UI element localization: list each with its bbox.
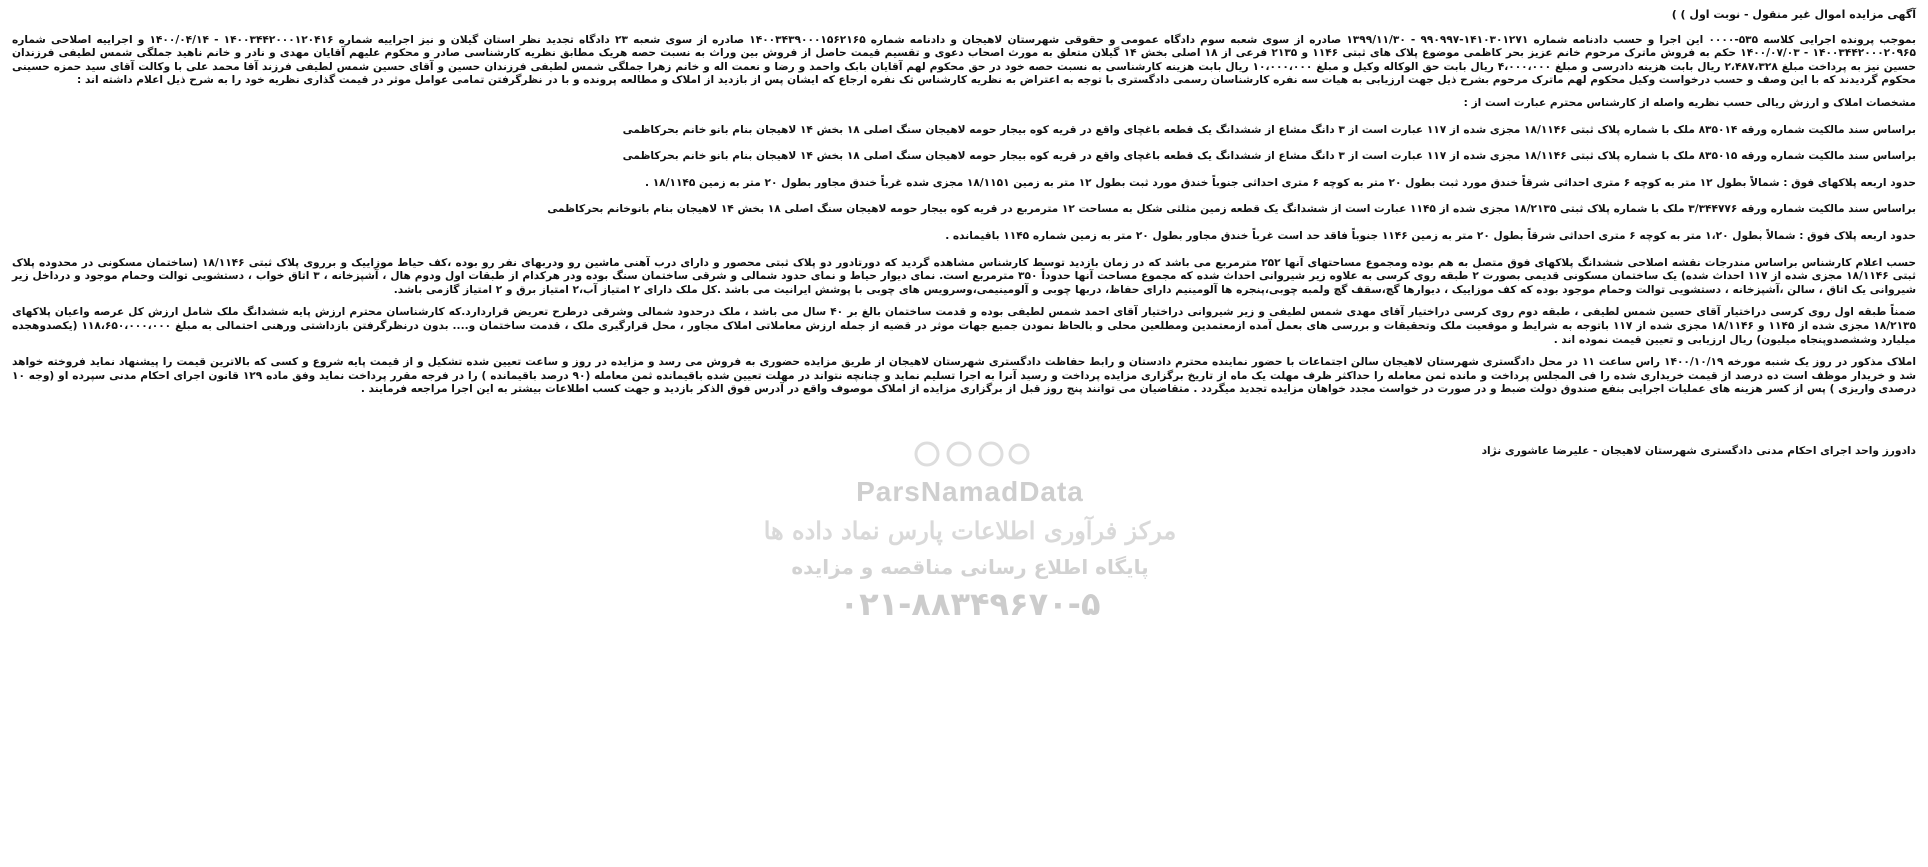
paragraph-deed-2: براساس سند مالکیت شماره ورقه ۸۳۵۰۱۵ ملک با شماره پلاک ثبتی ۱۸/۱۱۴۶ مجزی شده از ۱۱۷ عبارت است از ۳ دانگ مشاع از ششدانگ یک قطعه باغچای واقع در قریه کوه بیجار حومه لاهیجان سنگ اصلی ۱۸ بخش ۱۴ لاهیجان بنام بانو خانم بحرکاظمی (622, 150, 1916, 163)
paragraph-building-description: حسب اعلام کارشناس براساس مندرجات نقشه اصلاحی ششدانگ پلاکهای فوق متصل به هم بوده ومجموع مساحتهای آنها ۲۵۲ مترمربع می باشد که در زمان بازدید توسط کارشناس مشاهده گردید که دورتادور دو پلاک ثبتی محصور و دارای درب آهنی ماشین رو ودربهای نفر رو بوده ،کف حیاط موزاییک و برروی پلاک ثبتی ۱۸/۱۱۴۶ (ساختمان مسکونی در محدوده پلاک ثبتی ۱۸/۱۱۴۶ مجزی شده از ۱۱۷ احداث شده) یک ساختمان مسکونی قدیمی بصورت ۲ طبقه روی کرسی به علاوه زیر شیروانی احداث شده که مجموع مساحت آنها حدوداً ۳۵۰ مترمربع است. نمای دیوار حیاط و نمای حدود شمالی و شرقی ساختمان سنگ بوده ودر هرکدام از طبقات اول ودوم هال ، آشپزخانه ، ۳ اتاق خواب ، دستشویی توالت وحمام موجود و درداخل زیر شیروانی یک اتاق ، سالن ،آشپزخانه ، دستشویی توالت وحمام موجود بوده که کف موزاییک ، دیوارها گچ،سقف گچ ولمبه چوبی،پنجره ها آلومینیم دارای حفاظ، دربها چوبی و آلومینیمی،وسرویس های چوبی با پوشش ایرانیت می باشد .کل ملک دارای ۲ امتیاز آب،۲ امتیاز برق و ۲ امتیاز گازمی باشد. (12, 256, 1916, 296)
watermark-tagline: پایگاه اطلاع رسانی مناقصه و مزایده (791, 555, 1149, 579)
paragraph-auction-terms: املاک مذکور در روز یک شنبه مورخه ۱۴۰۰/۱۰/۱۹ راس ساعت ۱۱ در محل دادگستری شهرستان لاهیجان سالن اجتماعات با حضور نماینده محترم دادستان و رابط حفاظت دادگستری شهرستان لاهیجان از طریق مزایده حضوری به فروش می رسد و مزایده در روز و ساعت تعیین شده تشکیل و از قیمت پایه شروع و کسی که بالاترین قیمت را پیشنهاد نماید فروخته خواهد شد و خریدار موظف است ده درصد از قیمت خریداری شده را فی المجلس پرداخت و مانده ثمن معامله را حداکثر ظرف مهلت یک ماه از تاریخ برگزاری مزایده پرداخت و رسید آنرا به اجرا تسلیم نماید و چنانچه نتواند در مهلت تعیین شده باقیمانده ثمن معامله (۹۰ درصد باقیمانده ) را در فرجه مقرر پرداخت نماید وفق ماده ۱۲۹ قانون اجرای احکام مدنی سپرده او (وجه ۱۰ درصدی واریزی ) پس از کسر هزینه های عملیات اجرایی بنفع صندوق دولت ضبط و در صورت در خواست مجدد خواهان مزایده تجدید میگردد . متقاضیان می توانند پنج روز قبل از برگزاری مزایده از املاک موصوف واقع در آدرس فوق الذکر بازدید و جهت کسب اطلاعات بیشتر به این اجرا مراجعه فرمایند . (12, 356, 1917, 396)
auction-notice (12, 8, 1916, 467)
watermark-brand: ParsNamadData (856, 476, 1084, 507)
paragraph-deed-1: براساس سند مالکیت شماره ورقه ۸۳۵۰۱۴ ملک با شماره پلاک ثبتی ۱۸/۱۱۴۶ مجزی شده از ۱۱۷ عبارت است از ۳ دانگ مشاع از ششدانگ یک قطعه باغچای واقع در قریه کوه بیجار حومه لاهیجان سنگ اصلی ۱۸ بخش ۱۴ لاهیجان بنام بانو خانم بحرکاظمی (622, 123, 1916, 136)
paragraph-boundaries-1: حدود اربعه پلاکهای فوق : شمالاً بطول ۱۲ متر به کوچه ۶ متری احداثی شرقاً خندق مورد ثبت بطول ۲۰ متر به کوچه ۶ متری احداثی جنوباً خندق مورد ثبت بطول ۱۲ متر به زمین ۱۸/۱۱۵۱ مجزی شده غرباً خندق مجاور بطول ۲۰ متر به زمین ۱۸/۱۱۴۵ . (644, 176, 1916, 189)
signature: دادورز واحد اجرای احکام مدنی دادگستری شهرستان لاهیجان - علیرضا عاشوری نژاد (1481, 444, 1916, 457)
paragraph-deed-3: براساس سند مالکیت شماره ورقه ۳/۳۴۴۷۷۶ ملک با شماره پلاک ثبتی ۱۸/۲۱۳۵ مجزی شده از ۱۱۴۵ عبارت است از ششدانگ یک قطعه زمین مثلثی شکل به مساحت ۱۲ مترمربع در قریه کوه بیجار حومه لاهیجان سنگ اصلی ۱۸ بخش ۱۴ لاهیجان بنام بانوخانم بحرکاظمی (547, 203, 1916, 216)
paragraph-valuation: ضمناً طبقه اول روی کرسی دراختیار آقای حسین شمس لطیفی ، طبقه دوم روی کرسی دراختیار آقای مهدی شمس لطیفی و زیر شیروانی دراختیار آقای احمد شمس لطیفی بوده و قدمت ساختمان بالغ بر ۴۰ سال می باشد ، ملک درحدود شمالی وشرقی درطرح تعریض قراردارد.که کارشناسان محترم ارزش پایه ششدانگ ملک شامل ارزش کل عرصه واعیان پلاکهای ۱۸/۲۱۳۵ مجزی شده از ۱۱۴۵ و ۱۸/۱۱۴۶ مجزی شده از ۱۱۷ باتوجه به شرایط و موقعیت ملک وتحقیقات و بررسی های بعمل آمده ازمعتمدین ومطلعین محلی و بالحاظ نمودن جمیع جهات موثر در قضیه از جمله ارزش معاملاتی املاک مجاور ، محل قرارگیری ملک ، قدمت ساختمان و.... بدون درنظرگرفتن بازداشتی ورهنی احتمالی به مبلغ ۱۱۸،۶۵۰،۰۰۰،۰۰۰ (یکصدوهجده میلیارد وششصدوپنجاه میلیون) ریال ارزیابی و تعیین قیمت نموده اند . (12, 306, 1916, 346)
paragraph-boundaries-2: حدود اربعه پلاک فوق : شمالاً بطول ۱،۲۰ متر به کوچه ۶ متری احداثی شرقاً بطول ۲۰ متر به زمین ۱۱۴۶ جنوباً فاقد حد است غرباً خندق مجاور بطول ۲۰ متر به زمین شماره ۱۱۴۵ باقیمانده . (945, 229, 1916, 242)
paragraph-property-intro: مشخصات املاک و ارزش ریالی حسب نظریه واصله از کارشناس محترم عبارت است از : (1463, 96, 1916, 109)
notice-title: آگهی مزایده اموال غیر منقول - نوبت اول ) ) (1671, 8, 1916, 21)
watermark-company-name: مرکز فرآوری اطلاعات پارس نماد داده ها (763, 516, 1177, 545)
watermark-phone: ۰۲۱-۸۸۳۴۹۶۷۰-۵ (839, 585, 1101, 623)
paragraph-case-details: بموجب پرونده اجرایی کلاسه ۵۳۵-۰۰۰۰ این اجرا و حسب دادنامه شماره ۱۴۱۰۳۰۱۲۷۱-۹۹۰۹۹۷ - ۱۳۹۹/۱۱/۳۰ صادره از سوی شعبه سوم دادگاه عمومی و حقوقی شهرستان لاهیجان و دادنامه شماره ۱۴۰۰۳۴۳۹۰۰۰۱۵۶۲۱۶۵ صادره از سوی شعبه ۲۳ دادگاه تجدید نظر استان گیلان و نیز اجراییه شماره ۱۴۰۰۳۴۴۲۰۰۰۱۲۰۴۱۶ - ۱۴۰۰/۰۴/۱۴ و اجراییه اصلاحی شماره ۱۴۰۰۳۴۴۲۰۰۰۲۰۹۶۵ - ۱۴۰۰/۰۷/۰۳ حکم به فروش ماترک مرحوم خانم عزیز بحر کاظمی موضوع پلاک های ثبتی ۱۱۴۶ و ۲۱۳۵ فرعی از ۱۸ اصلی بخش ۱۴ گیلان متعلق به مورث اصحاب دعوی و تقسیم قیمت حاصل از فروش بین وراث به نسبت حصه هریک مطابق نظریه کارشناسی صادر و محکوم علیهم آقایان مهدی و نادر و خانم ناهید جملگی شمس لطیفی فرزندان حسین نیز به پرداخت مبلغ ۲،۴۸۷،۳۲۸ ریال بابت هزینه دادرسی و مبلغ ۴،۰۰۰،۰۰۰ ریال بابت حق الوکاله وکیل و مبلغ ۱۰،۰۰۰،۰۰۰ ریال بابت هزینه کارشناسی به نسبت حصه خود در حق محکوم لهم آقایان بابک واحمد و رضا و نعمت اله و خانم زهرا جملگی شمس لطیفی فرزندان حسین و آقای حسین شمس لطیفی فرزند آقا محمد علی با وکالت آقای سید حمزه حسینی محکوم گردیدند که با این وصف و حسب درخواست وکیل محکوم لهم ماترک مرحوم بشرح ذیل جهت ارزیابی به هیات سه نفره کارشناسان رسمی دادگستری با توجه به اعتراض به نظریه کارشناس تک نفره ارجاع که ایشان پس از بازدید از املاک و مطالعه پرونده و با در نظرگرفتن تمامی عوامل موثر در قیمت گذاری نظریه خود را به شرح ذیل اعلام داشته اند : (12, 33, 1916, 87)
